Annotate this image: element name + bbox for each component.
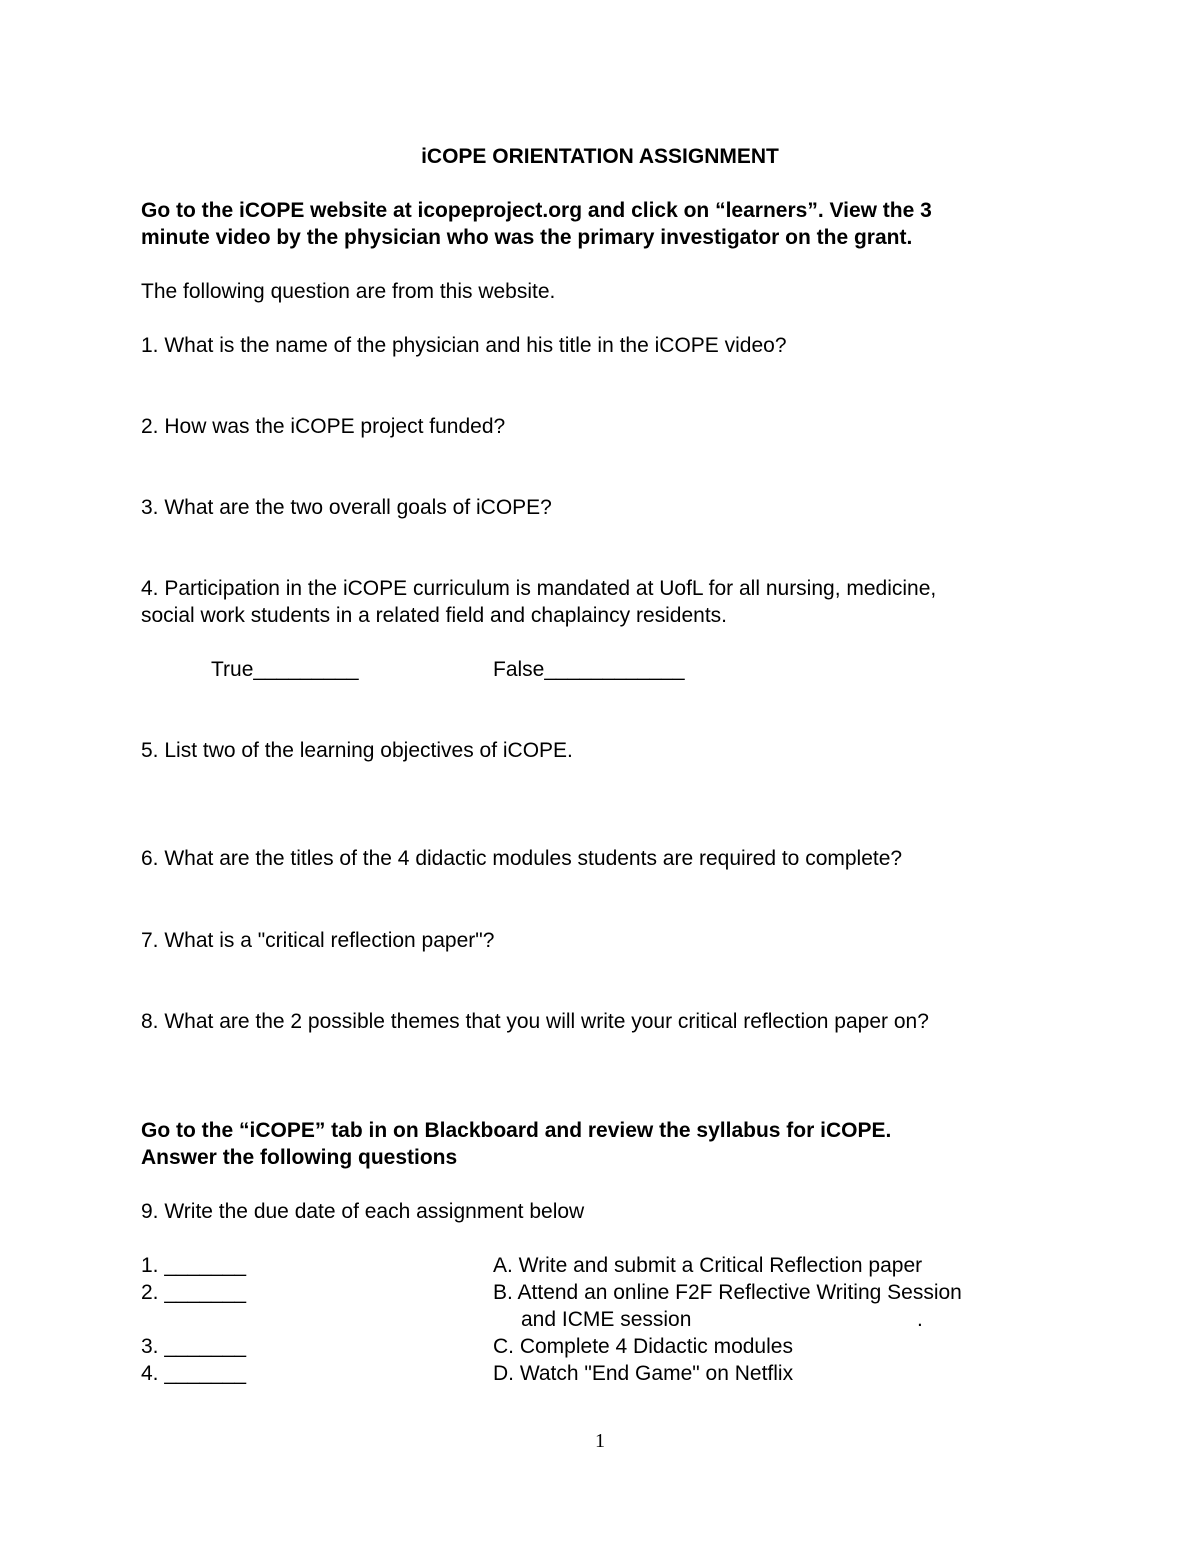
question-8: 8. What are the 2 possible themes that you will write your critical reflection paper on? — [141, 1010, 929, 1033]
question-5: 5. List two of the learning objectives of iCOPE. — [141, 739, 573, 762]
intro-line-1: Go to the iCOPE website at icopeproject.org and click on “learners”. View the 3 — [141, 199, 932, 222]
blank-3: 3. _______ — [141, 1335, 247, 1358]
section-2-line-2: Answer the following questions — [141, 1146, 458, 1169]
question-1: 1. What is the name of the physician and his title in the iCOPE video? — [141, 334, 787, 357]
question-4-line-1: 4. Participation in the iCOPE curriculum is mandated at UofL for all nursing, medicine, — [141, 577, 937, 600]
question-2: 2. How was the iCOPE project funded? — [141, 415, 506, 438]
assignment-b-line-1: B. Attend an online F2F Reflective Writing Session — [493, 1281, 962, 1304]
page-number: 1 — [595, 1430, 605, 1452]
assignment-b-line-2: and ICME session — [521, 1308, 692, 1331]
question-3: 3. What are the two overall goals of iCOPE? — [141, 496, 552, 519]
page-title: iCOPE ORIENTATION ASSIGNMENT — [421, 145, 779, 168]
question-4-line-2: social work students in a related field and chaplaincy residents. — [141, 604, 727, 627]
blank-2: 2. _______ — [141, 1281, 247, 1304]
true-blank: True_________ — [211, 658, 359, 681]
blank-1: 1. _______ — [141, 1254, 247, 1277]
assignment-b-period: . — [917, 1308, 923, 1331]
section-2-line-1: Go to the “iCOPE” tab in on Blackboard and review the syllabus for iCOPE. — [141, 1119, 892, 1142]
lead-text: The following question are from this website. — [141, 280, 556, 303]
intro-line-2: minute video by the physician who was the primary investigator on the grant. — [141, 226, 913, 249]
assignment-d: D. Watch "End Game" on Netflix — [493, 1362, 794, 1385]
question-7: 7. What is a "critical reflection paper"? — [141, 929, 495, 952]
assignment-c: C. Complete 4 Didactic modules — [493, 1335, 793, 1358]
false-blank: False____________ — [493, 658, 685, 681]
assignment-a: A. Write and submit a Critical Reflection paper — [493, 1254, 923, 1277]
question-6: 6. What are the titles of the 4 didactic modules students are required to complete? — [141, 847, 903, 870]
blank-4: 4. _______ — [141, 1362, 247, 1385]
question-9: 9. Write the due date of each assignment below — [141, 1200, 585, 1223]
